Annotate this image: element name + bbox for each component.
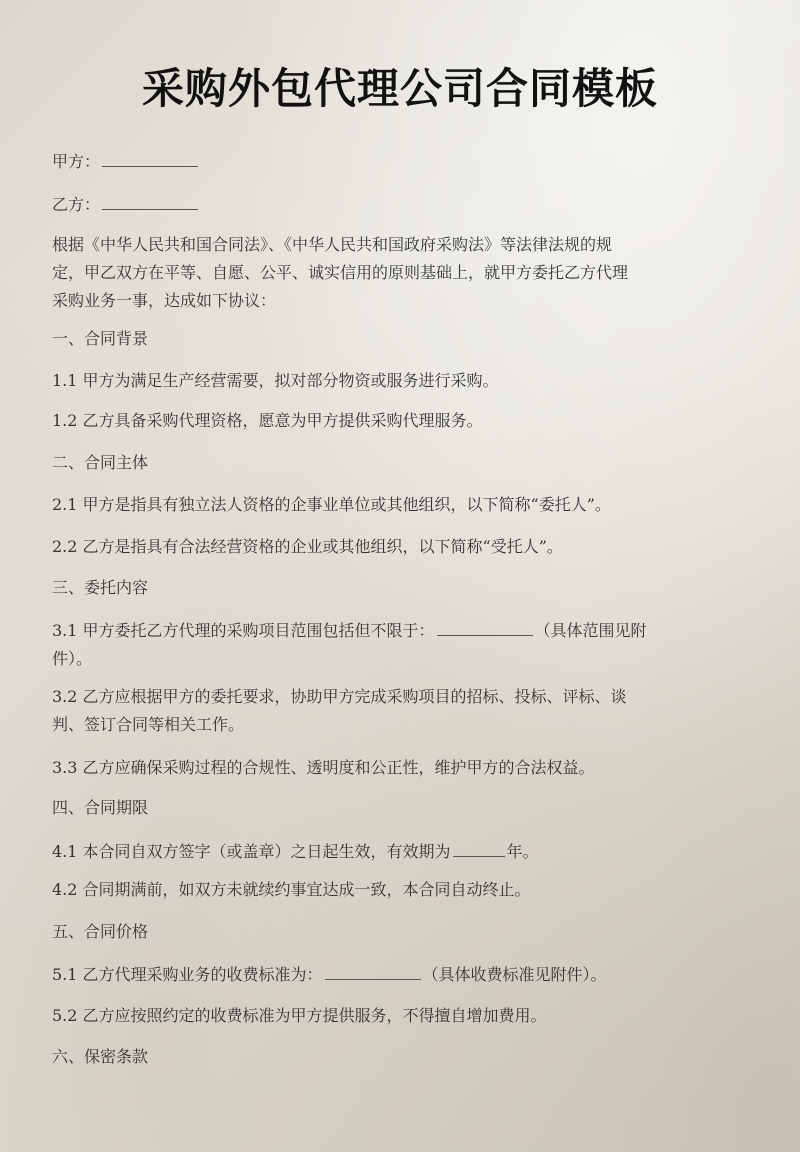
clause-line — [52, 617, 752, 645]
party-b-blank — [102, 193, 198, 210]
section-heading: 三、委托内容 — [52, 578, 149, 597]
party-b-line — [52, 193, 200, 215]
intro-line: 定，甲乙双方在平等、自愿、公平、诚实信用的原则基础上，就甲方委托乙方代理 — [52, 263, 629, 282]
intro-paragraph — [52, 231, 752, 315]
party-a-label: 甲方： — [52, 152, 101, 171]
clause-text: 3.1 甲方委托乙方代理的采购项目范围包括但不限于： — [52, 621, 435, 640]
scope-blank — [437, 619, 533, 636]
party-a-blank — [102, 150, 198, 167]
clause-line: 3.2 乙方应根据甲方的委托要求，协助甲方完成采购项目的招标、投标、评标、谈 — [52, 687, 627, 706]
clause-text: （具体收费标准见附件）。 — [422, 965, 607, 984]
party-b-label: 乙方： — [52, 195, 101, 214]
clause-line: 判、签订合同等相关工作。 — [52, 715, 245, 734]
section-heading: 二、合同主体 — [52, 453, 149, 472]
section-heading: 一、合同背景 — [52, 329, 149, 348]
section-heading: 五、合同价格 — [52, 922, 149, 941]
clause-text: 5.1 乙方代理采购业务的收费标准为： — [52, 965, 323, 984]
document-title: 采购外包代理公司合同模板 — [141, 64, 658, 113]
party-a-line — [52, 150, 200, 172]
clause-text: 4.1 本合同自双方签字（或盖章）之日起生效，有效期为 — [52, 842, 451, 861]
clause: 5.2 乙方应按照约定的收费标准为甲方提供服务，不得擅自增加费用。 — [52, 1006, 547, 1025]
clause: 3.3 乙方应确保采购过程的合规性、透明度和公正性，维护甲方的合法权益。 — [52, 758, 595, 777]
years-blank — [453, 840, 505, 857]
section-heading: 六、保密条款 — [52, 1047, 149, 1066]
clause-line: 件）。 — [52, 649, 93, 668]
clause: 2.1 甲方是指具有独立法人资格的企事业单位或其他组织，以下简称“委托人”。 — [52, 495, 611, 514]
section-heading: 四、合同期限 — [52, 798, 149, 817]
intro-line: 采购业务一事，达成如下协议： — [52, 291, 277, 310]
clause-text: （具体范围见附 — [534, 621, 647, 640]
clause-4-1 — [52, 840, 539, 862]
clause: 4.2 合同期满前，如双方未就续约事宜达成一致，本合同自动终止。 — [52, 880, 531, 899]
clause: 2.2 乙方是指具有合法经营资格的企业或其他组织，以下简称“受托人”。 — [52, 537, 563, 556]
clause: 1.1 甲方为满足生产经营需要，拟对部分物资或服务进行采购。 — [52, 371, 499, 390]
intro-line: 根据《中华人民共和国合同法》、《中华人民共和国政府采购法》等法律法规的规 — [52, 235, 613, 254]
clause-3-2 — [52, 683, 752, 739]
clause-5-1 — [52, 963, 607, 985]
clause: 1.2 乙方具备采购代理资格，愿意为甲方提供采购代理服务。 — [52, 411, 483, 430]
clause-3-1 — [52, 617, 752, 673]
fee-blank — [325, 963, 421, 980]
clause-text: 年。 — [506, 842, 539, 861]
